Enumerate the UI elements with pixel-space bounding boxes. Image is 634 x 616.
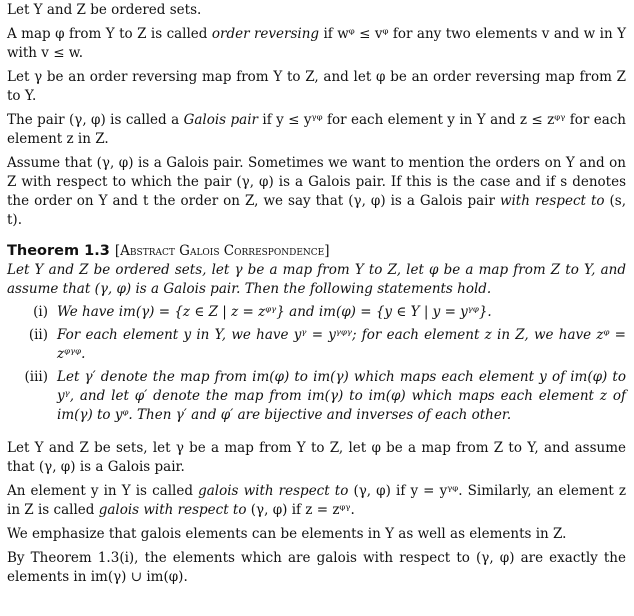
- theorem-heading: [7, 242, 626, 261]
- defined-term: order reversing: [211, 26, 320, 42]
- paragraph-with-respect-to: Assume that (γ, φ) is a Galois pair. Sometimes we want to mention the orders on Y and on Z with respect to which the pair (γ, φ) is a Galois pair. If this is the case and if s denotes the order on Y and t the order on Z, we say that (γ, φ) is a Galois pair with respect to (s, t).: [7, 155, 626, 228]
- theorem-item: [7, 368, 626, 425]
- paragraph-ordered-sets: Let Y and Z be ordered sets.: [7, 2, 202, 18]
- defined-term: galois with respect to: [198, 483, 349, 499]
- paragraph-maps: Let γ be an order reversing map from Y to Z, and let φ be an order reversing map from Z to Y.: [7, 69, 626, 104]
- paragraph-order-reversing-definition: A map φ from Y to Z is called order reversing if wᵠ ≤ vᵠ for any two elements v and w in Y with v ≤ w.: [7, 26, 626, 61]
- item-text: For each element y in Y, we have yᵞ = yᵞᵠᵞ; for each element z in Z, we have zᵠ = zᵠᵞᵠ.: [57, 327, 626, 362]
- defined-term: galois with respect to: [98, 502, 247, 518]
- paragraph-emphasis: We emphasize that galois elements can be elements in Y as well as elements in Z.: [7, 526, 567, 542]
- theorem-name: [Abstract Galois Correspondence]: [114, 243, 330, 259]
- theorem-items: [7, 303, 626, 425]
- theorem-item: [7, 326, 626, 364]
- paragraph-theorem-consequence: By Theorem 1.3(i), the elements which are galois with respect to (γ, φ) are exactly the elements in im(γ) ∪ im(φ).: [7, 550, 626, 585]
- theorem-item: [7, 303, 626, 322]
- item-label: (ii): [28, 327, 48, 343]
- paragraph-sets-galois-pair: Let Y and Z be sets, let γ be a map from Y to Z, let φ be a map from Z to Y, and assume that (γ, φ) is a Galois pair.: [7, 440, 626, 475]
- defined-term: with respect to: [499, 193, 605, 209]
- theorem-statement: Let Y and Z be ordered sets, let γ be a map from Y to Z, let φ be a map from Z to Y, and assume that (γ, φ) is a Galois pair. Then the following statements hold.: [7, 262, 626, 297]
- item-text: We have im(γ) = {z ∈ Z | z = zᵠᵞ} and im(φ) = {y ∈ Y | y = yᵞᵠ}.: [57, 304, 492, 320]
- item-text: Let γ′ denote the map from im(φ) to im(γ) which maps each element y of im(φ) to yᵞ, and let φ′ denote the map from im(γ) to im(φ) which maps each element z of im(γ) to yᵠ. Then γ′ and φ′ are bijective and inverses of each other.: [57, 369, 626, 423]
- defined-term: Galois pair: [183, 112, 258, 128]
- theorem-title: Theorem 1.3: [7, 243, 110, 259]
- paragraph-galois-pair-definition: The pair (γ, φ) is called a Galois pair if y ≤ yᵞᵠ for each element y in Y and z ≤ zᵠᵞ for each element z in Z.: [7, 112, 626, 147]
- item-label: (i): [33, 304, 48, 320]
- paragraph-galois-elements-definition: An element y in Y is called galois with respect to (γ, φ) if y = yᵞᵠ. Similarly, an element z in Z is called galois with respect to (γ, φ) if z = zᵠᵞ.: [7, 483, 626, 518]
- item-label: (iii): [24, 369, 48, 385]
